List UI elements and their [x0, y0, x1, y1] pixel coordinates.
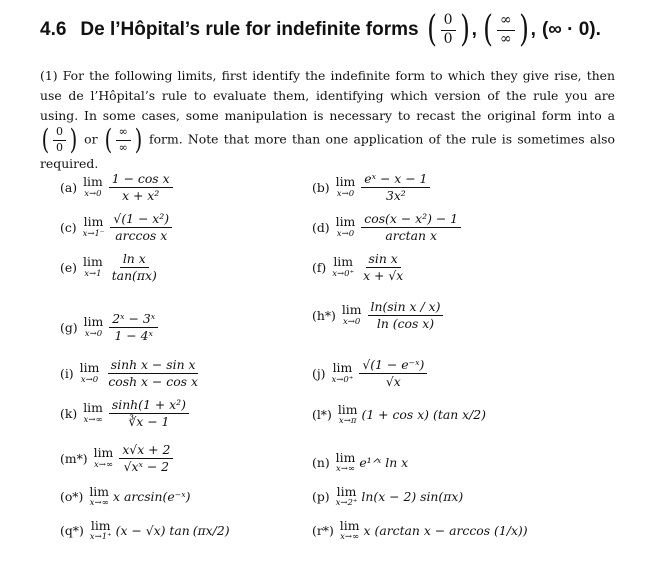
limit-h: (h*) lim x→0 $\frac{\text{ln(sin x / x)}}{\text{ln (cos x)}}$	[312, 300, 445, 330]
section-number: 4.6	[40, 19, 67, 40]
limit-p: (p) lim x→2⁺ ln(x − 2) sin(πx)	[312, 484, 464, 509]
limit-k: (k) lim x→∞ $\frac{\text{sinh(1 + x²)}}{∛x - 1}$	[60, 398, 191, 428]
intro-text-1: For the following limits, first identify the indefinite form to which they give rise, then use de l’Hôpital’s rule to evaluate them, identifying which version of the rule you are using. In some cases, some manipulation is necessary to recast the original form into a	[40, 68, 615, 123]
form-inf-over-inf: ( $\frac{\infty}{\infty}$ )	[482, 9, 529, 50]
limit-f: (f) lim x→0⁺ $\frac{\text{sin x}}{x + √x}$	[312, 251, 404, 283]
section-heading: 4.6 De l’Hôpital’s rule for indefinite forms ( $\frac{0}{0}$ ) , ( $\frac{\infty}{\infty}$ ) , (∞ · 0).	[40, 9, 601, 50]
limit-b: (b) lim x→0 $\frac{\text{eˣ − x − 1}}{\text{3x²}}$	[312, 172, 432, 202]
inf-over-inf-form: ( $\frac{\infty}{\infty}$ )	[104, 123, 143, 156]
limit-e: (e) lim x→1 $\frac{\text{ln x}}{\tan(\pi x)}$	[60, 251, 157, 283]
limit-r: (r*) lim x→∞ x (arctan x − arccos (1/x))	[312, 518, 528, 543]
exercise-label: (1)	[40, 68, 58, 83]
zero-over-zero-form: ( $\frac{0}{0}$ )	[41, 123, 78, 156]
limit-o: (o*) lim x→∞ x arcsin(e⁻ˣ)	[60, 484, 191, 509]
limit-a: (a) lim x→0 $\frac{\text{1 − cos x}}{\text{x + x²}}$	[60, 172, 175, 202]
limit-l: (l*) lim x→π (1 + cos x) (tan x/2)	[312, 402, 487, 427]
limit-n: (n) lim x→∞ e¹ᐟˣ ln x	[312, 450, 409, 475]
limit-d: (d) lim x→0 $\frac{\text{cos(x − x²) − 1}}{\text{arctan x}}$	[312, 212, 463, 242]
section-title: De l’Hôpital’s rule for indefinite forms	[80, 19, 419, 40]
limit-c: (c) lim x→1⁻ $\frac{\text{√(1 − x²)}}{\text{arccos x}}$	[60, 212, 174, 242]
intro-or: or	[84, 131, 98, 147]
limit-j: (j) lim x→0⁺ $\frac{\text{√(1 − e⁻ˣ)}}{√x}$	[312, 358, 429, 388]
intro-paragraph	[40, 66, 615, 174]
limit-q: (q*) lim x→1⁺ (x − √x) tan (πx/2)	[60, 518, 230, 543]
form-inf-times-zero: (∞ · 0).	[541, 19, 601, 40]
form-zero-over-zero: ( $\frac{0}{0}$ )	[426, 9, 470, 50]
intro-text-2: form. Note that more than one application of the rule is sometimes also required.	[40, 131, 615, 171]
limit-m: (m*) lim x→∞ $\frac{x√x + 2}{\text{√xˣ − 2}}$	[60, 443, 175, 473]
limit-i: (i) lim x→0 $\frac{\text{sinh x − sin x}}{\text{cosh x − cos x}}$	[60, 357, 198, 389]
limit-g: (g) lim x→0 $\frac{\text{2ˣ − 3ˣ}}{\text{1 − 4ˣ}}$	[60, 312, 160, 342]
